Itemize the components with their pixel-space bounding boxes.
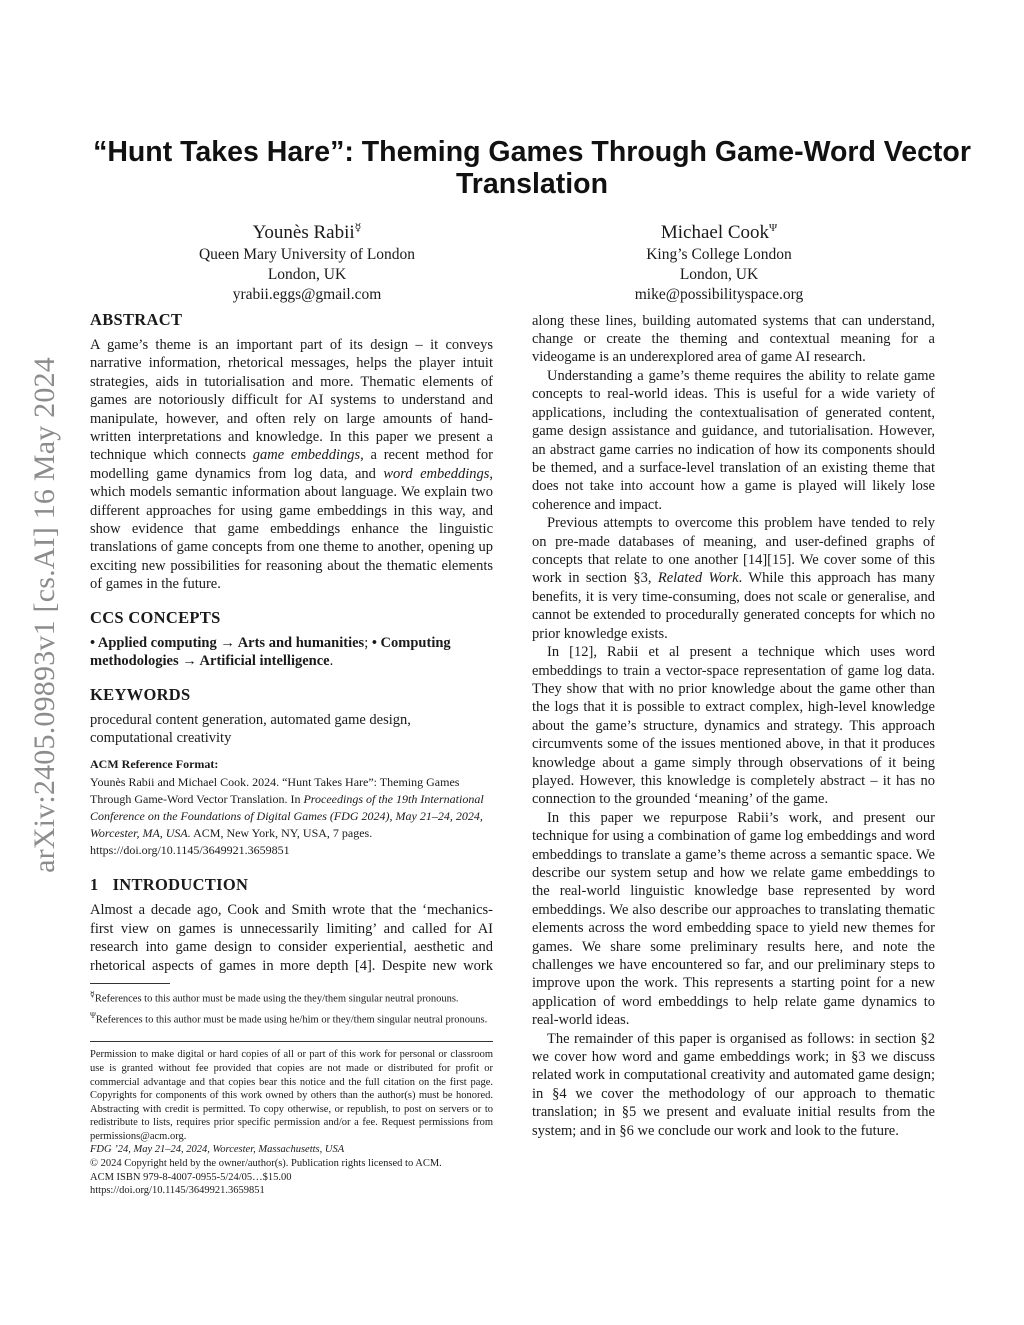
permission-block (90, 1048, 493, 1198)
ccs-heading: CCS CONCEPTS (90, 607, 221, 627)
author-name: Michael Cook$^\Psi$ (660, 222, 778, 243)
conference-venue: FDG ’24, May 21–24, 2024, Worcester, Massachusetts, USA (90, 1144, 345, 1156)
intro-paragraph: The remainder of this paper is organised as follows: in section §2 we cover how word and game embeddings work; in §3 we discuss related work in computational creativity and automated game design; in §4 we cover the methodology of our approach to thematic translation; in §5 we present and evaluate initial results from the system; and in §6 we conclude our work and look to the future. (532, 1030, 935, 1139)
right-column (532, 312, 935, 1140)
intro-continuation: along these lines, building automated systems that can understand, change or create the theming and contextual meaning for a videogame is an underexplored area of game AI research. (532, 312, 935, 366)
paper-title: “Hunt Takes Hare”: Theming Games Through Game-Word Vector Translation (93, 136, 971, 200)
footnote: ☿References to this author must be made using the they/them singular neutral pronouns. (90, 990, 459, 1005)
abstract-heading: ABSTRACT (90, 310, 183, 329)
arxiv-identifier: arXiv:2405.09893v1 [cs.AI] 16 May 2024 (28, 357, 62, 873)
keywords-heading: KEYWORDS (90, 684, 191, 704)
author-email[interactable]: yrabii.eggs@gmail.com (232, 286, 382, 303)
intro-paragraph: In [12], Rabii et al present a technique which uses word embeddings to train a vector-space representation of game log data. They show that with no prior knowledge about the game other than the logs that it is possible to extract complex, high-level knowledge about the game’s structure, dynamics and strategy. This approach circumvents some of the issues mentioned above, in that it produces knowledge about a game simply through observations of it being played. However, this knowledge is completely abstract – it has no connection to the grounded ‘meaning’ of the game. (532, 644, 935, 808)
author-affiliation: Queen Mary University of London (198, 246, 416, 263)
ccs-section (90, 608, 493, 671)
doi-link[interactable]: https://doi.org/10.1145/3649921.3659851 (90, 843, 290, 858)
intro-paragraph: In this paper we repurpose Rabii’s work, and present our technique for using a combination of game log embeddings and word embeddings to translate a game’s theme across a semantic space. We describe our system setup and how we relate game embeddings to the real-world linguistic knowledge base represented by word embeddings. We also describe our approaches to translating thematic elements across the word embedding space to yield new themes for games. We share some preliminary results here, and note the challenges we have encountered so far, and our preliminary steps to improve upon the work. This represents a starting point for a new application of word embeddings to help relate game dynamics to real-world ideas. (532, 809, 935, 1029)
introduction-section (90, 875, 493, 975)
isbn-line: ACM ISBN 979-8-4007-0955-5/24/05…$15.00 (90, 1171, 292, 1183)
intro-paragraph-continued (532, 312, 935, 367)
footnote: $^\Psi$References to this author must be made using he/him or they/them singular neutral pronouns. (90, 1011, 488, 1026)
author-block (150, 216, 464, 305)
author-block (562, 216, 876, 305)
abstract-section (90, 310, 493, 594)
ccs-concepts: • Applied computing → Arts and humanities; • Computing methodologies → Artificial intelligence. (90, 634, 451, 670)
left-column (90, 310, 493, 1198)
footnote-mark: ☿ (354, 222, 362, 234)
acm-reference (90, 757, 493, 859)
author-name: Younès Rabii☿ (252, 222, 362, 243)
ccs-item: • Computing methodologies → Artificial intelligence (90, 634, 451, 670)
author-affiliation: King’s College London (646, 246, 792, 263)
intro-paragraph: Almost a decade ago, Cook and Smith wrote that the ‘mechanics-first view on games is unnecessarily limiting’ and called for AI research into game design to consider experiential, aesthetic and rhetorical aspects of games in more depth [4]. Despite new work (90, 902, 493, 974)
keywords-section (90, 685, 493, 748)
copyright-line: © 2024 Copyright held by the owner/author(s). Publication rights licensed to ACM. (90, 1158, 442, 1170)
ccs-item: • Applied computing → Arts and humanities (90, 634, 365, 651)
acm-reference-heading: ACM Reference Format: (90, 757, 219, 772)
author-location: London, UK (679, 266, 759, 283)
author-email[interactable]: mike@possibilityspace.org (634, 286, 804, 303)
footnote-rule (90, 983, 170, 984)
author-location: London, UK (267, 266, 347, 283)
doi-line[interactable]: https://doi.org/10.1145/3649921.3659851 (90, 1185, 265, 1197)
permission-text: Permission to make digital or hard copies of all or part of this work for personal or classroom use is granted without fee provided that copies are not made or distributed for profit or commercial advantage and that copies bear this notice and the full citation on the first page. Copyrights for components of this work owned by others than the author(s) must be honored. Abstracting with credit is permitted. To copy otherwise, or republish, to post on servers or to redistribute to lists, requires prior specific permission and/or a fee. Request permissions from permissions@acm.org. (90, 1049, 493, 1142)
abstract-text: A game’s theme is an important part of its design – it conveys narrative information, rhetorical messages, helps the player intuit strategies, aids in tutorialisation and more. Thematic elements of games are notoriously difficult for AI systems to understand and manipulate, however, and often rely on large amounts of hand-written interpretations and knowledge. In this paper we present a technique which connects game embeddings, a recent method for modelling game dynamics from log data, and word embeddings, which models semantic information about language. We explain two different approaches for using game embeddings in this way, and show evidence that game embeddings enhance the linguistic translations of game concepts from one theme to another, opening up exciting new possibilities for reasoning about the thematic elements of games in the future. (90, 337, 494, 593)
introduction-heading: 1 INTRODUCTION (90, 875, 249, 895)
intro-paragraph: Understanding a game’s theme requires the ability to relate game concepts to real-world ideas. This is useful for a wide variety of applications, including the contextualisation of generated content, game design assistance and guidance, and tutorialisation. However, an abstract game carries no indication of how its components should be themed, and a surface-level translation of an existing theme that does not take into account how a game is played will likely lose coherence and impact. (532, 368, 935, 513)
footnote-mark: Ψ (769, 222, 778, 234)
acm-reference-text: Younès Rabii and Michael Cook. 2024. “Hunt Takes Hare”: Theming Games Through Game-Word Vector Translation. In Proceedings of the 19th International Conference on the Foundations of Digital Games (FDG 2024), May 21–24, 2024, Worcester, MA, USA. ACM, New York, NY, USA, 7 pages. https://doi.org/10.1145/3649921.3659851 (90, 775, 484, 858)
keywords-text: procedural content generation, automated game design, computational creativity (90, 711, 411, 746)
arxiv-sidebar (16, 322, 74, 908)
permission-rule (90, 1041, 493, 1042)
intro-paragraph: Previous attempts to overcome this problem have tended to rely on pre-made databases of meaning, and user-defined graphs of concepts that relate to one another [14][15]. We cover some of this work in section §3, Related Work. While this approach has many benefits, it is very time-consuming, does not scale or generalise, and cannot be extended to procedurally generated concepts for which no prior knowledge exists. (532, 515, 936, 642)
